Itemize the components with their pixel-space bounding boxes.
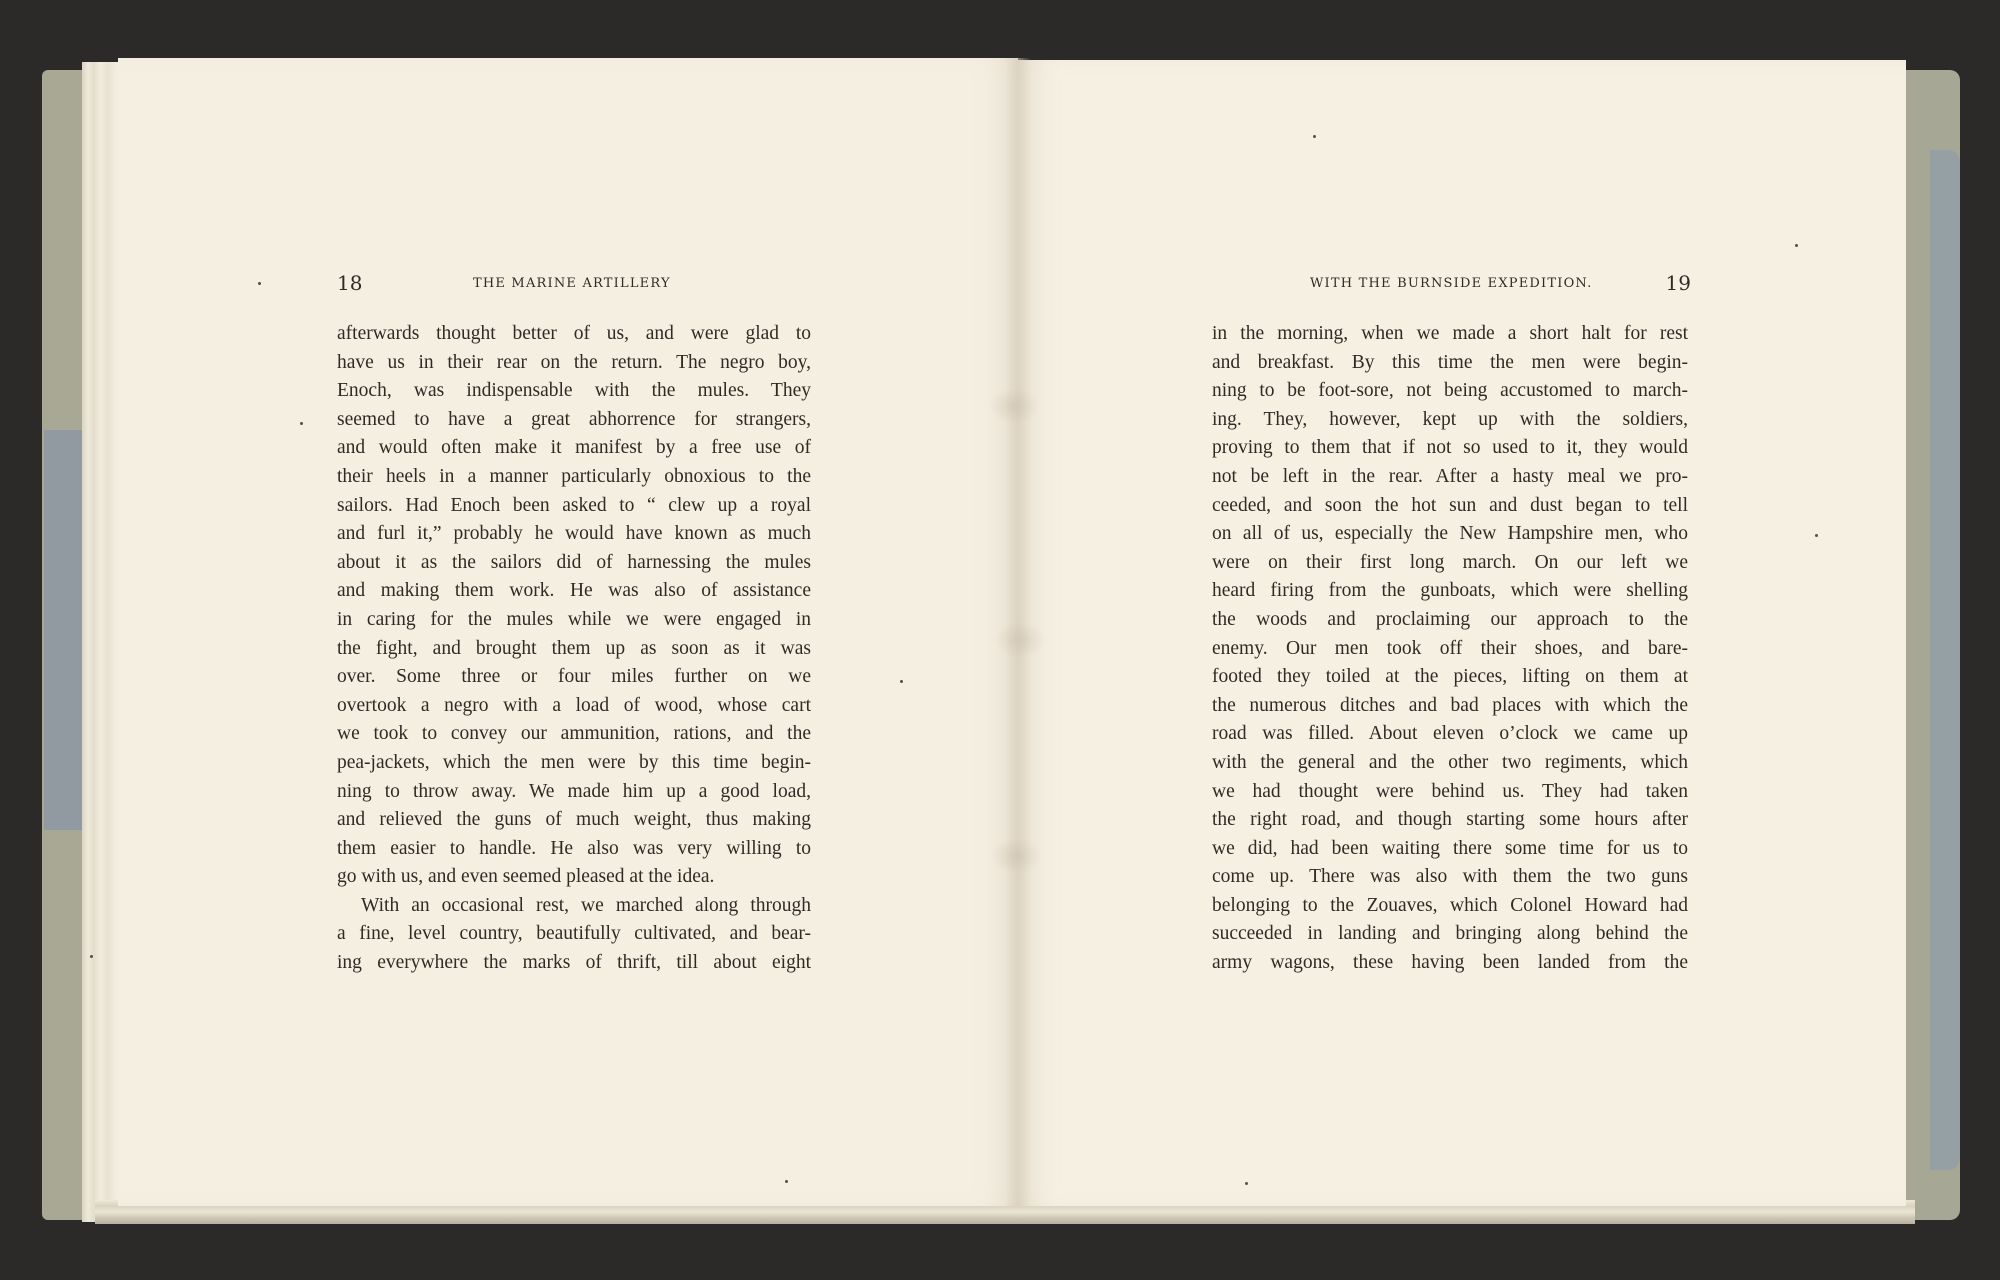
running-title: THE MARINE ARTILLERY — [473, 276, 671, 291]
text-line: With an occasional rest, we marched along through — [361, 894, 811, 916]
running-title: WITH THE BURNSIDE EXPEDITION. — [1310, 276, 1593, 291]
text-line: the woods and proclaiming our approach to the — [1212, 608, 1688, 630]
text-line: ning to throw away. We made him up a good load, — [337, 780, 811, 802]
text-line: Enoch, was indispensable with the mules. They — [337, 380, 811, 402]
text-line: belonging to the Zouaves, which Colonel Howard had — [1212, 894, 1688, 916]
text-line: proving to them that if not so used to it, they would — [1212, 437, 1688, 459]
left-running-head — [337, 271, 811, 301]
text-line: sailors. Had Enoch been asked to “ clew up a royal — [337, 494, 811, 516]
text-line: enemy. Our men took off their shoes, and bare- — [1212, 637, 1688, 659]
text-line: go with us, and even seemed pleased at the idea. — [337, 866, 715, 888]
text-line: succeeded in landing and bringing along behind the — [1212, 923, 1688, 945]
binding-emboss-mark — [988, 388, 1040, 424]
text-line: ceeded, and soon the hot sun and dust began to tell — [1212, 494, 1688, 516]
text-line: and furl it,” probably he would have known as much — [337, 523, 811, 545]
speck — [258, 282, 261, 285]
speck — [1815, 534, 1818, 537]
text-line: and breakfast. By this time the men were begin- — [1212, 351, 1688, 373]
cover-right-backing — [1930, 150, 1960, 1170]
page-number: 19 — [1665, 271, 1691, 295]
text-line: the fight, and brought them up as soon as it was — [337, 637, 811, 659]
text-line: we had thought were behind us. They had taken — [1212, 780, 1688, 802]
text-line: the right road, and though starting some hours after — [1212, 809, 1688, 831]
text-line: have us in their rear on the return. The negro boy, — [337, 351, 811, 373]
text-line: on all of us, especially the New Hampshire men, who — [1212, 523, 1688, 545]
speck — [900, 680, 903, 683]
text-line: ing. They, however, kept up with the soldiers, — [1212, 408, 1688, 430]
text-line: about it as the sailors did of harnessing the mules — [337, 551, 811, 573]
text-line: them easier to handle. He also was very willing to — [337, 837, 811, 859]
binding-emboss-mark — [994, 622, 1046, 658]
text-line: army wagons, these having been landed from the — [1212, 952, 1688, 974]
text-line: and would often make it manifest by a free use of — [337, 437, 811, 459]
text-line: ing everywhere the marks of thrift, till about eight — [337, 952, 811, 974]
left-text-column — [337, 320, 811, 978]
text-line: come up. There was also with them the two guns — [1212, 866, 1688, 888]
text-line: were on their first long march. On our left we — [1212, 551, 1688, 573]
text-line: overtook a negro with a load of wood, whose cart — [337, 694, 811, 716]
text-line: seemed to have a great abhorrence for strangers, — [337, 408, 811, 430]
text-line: ning to be foot-sore, not being accustomed to march- — [1212, 380, 1688, 402]
page-number: 18 — [337, 271, 363, 295]
text-line: their heels in a manner particularly obnoxious to the — [337, 465, 811, 487]
text-line: and relieved the guns of much weight, thus making — [337, 809, 811, 831]
text-line: a fine, level country, beautifully cultivated, and bear- — [337, 923, 811, 945]
text-line: and making them work. He was also of assistance — [337, 580, 811, 602]
text-line: pea-jackets, which the men were by this time begin- — [337, 751, 811, 773]
text-line: footed they toiled at the pieces, lifting on them at — [1212, 666, 1688, 688]
text-line: in caring for the mules while we were engaged in — [337, 608, 811, 630]
cover-left-stain — [44, 430, 84, 830]
text-line: over. Some three or four miles further on we — [337, 666, 811, 688]
text-line: heard firing from the gunboats, which were shelling — [1212, 580, 1688, 602]
speck — [1245, 1182, 1248, 1185]
speck — [1313, 135, 1316, 138]
right-text-column — [1212, 320, 1688, 978]
binding-emboss-mark — [990, 838, 1042, 874]
text-line: the numerous ditches and bad places with which the — [1212, 694, 1688, 716]
text-line: we took to convey our ammunition, rations, and the — [337, 723, 811, 745]
speck — [1795, 244, 1798, 247]
text-line: afterwards thought better of us, and were glad to — [337, 323, 811, 344]
speck — [785, 1180, 788, 1183]
page-stack-left-edge — [82, 62, 122, 1222]
speck — [90, 955, 93, 958]
text-line: in the morning, when we made a short halt for rest — [1212, 323, 1688, 344]
text-line: with the general and the other two regiments, which — [1212, 751, 1688, 773]
speck — [300, 422, 303, 425]
text-line: road was filled. About eleven o’clock we came up — [1212, 723, 1688, 745]
text-line: we did, had been waiting there some time for us to — [1212, 837, 1688, 859]
text-line: not be left in the rear. After a hasty meal we pro- — [1212, 465, 1688, 487]
right-running-head — [1310, 271, 1691, 301]
